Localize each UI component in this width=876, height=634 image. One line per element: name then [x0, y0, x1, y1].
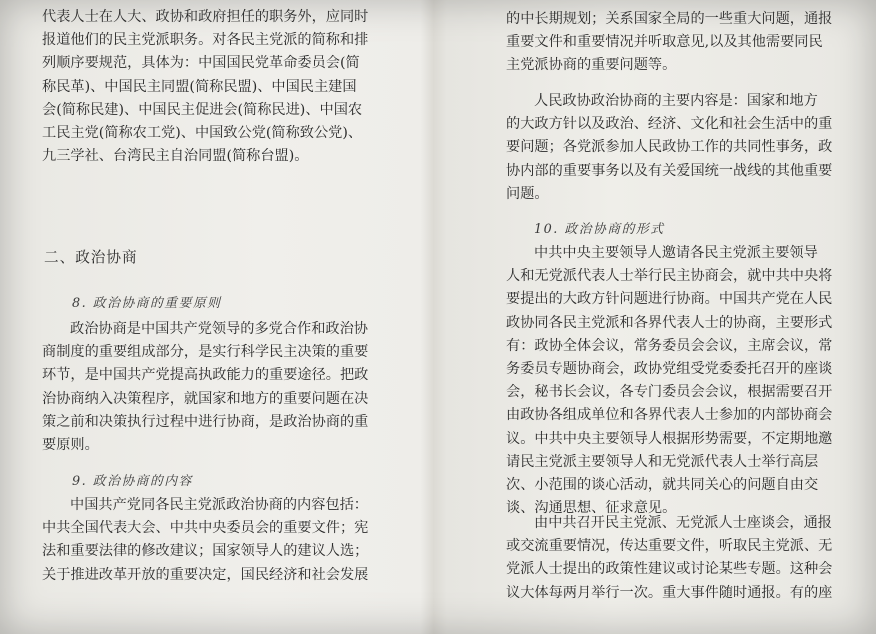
text-line: 会，秘书长会议，各专门委员会会议，根据需要召开 [506, 384, 833, 401]
text-line: 政治协商是中国共产党领导的多党合作和政治协 [70, 321, 368, 337]
text-line: 人民政协政治协商的主要内容是：国家和地方 [534, 93, 818, 109]
text-line: 由政协各组成单位和各界代表人士参加的内部协商会 [506, 407, 833, 424]
text-line: 协内部的重要事务以及有关爱国统一战线的其他重要 [506, 162, 833, 179]
subsection-9-body [42, 494, 368, 587]
text-line: 主党派协商的重要问题等。 [506, 57, 677, 74]
text-line: 或交流重要情况，传达重要文件，听取民主党派、无 [506, 538, 833, 555]
text-line: 工民主党(简称农工党)、中国致公党(简称致公党)、 [42, 125, 363, 142]
right-paragraph-2 [506, 90, 832, 206]
text-line: 的大政方针以及政治、经济、文化和社会生活中的重 [506, 116, 833, 133]
section-heading: 二、政治协商 [44, 249, 138, 266]
text-line: 议大体每两月举行一次。重大事件随时通报。有的座 [506, 584, 833, 601]
text-line: 报道他们的民主党派职务。对各民主党派的简称和排 [42, 32, 369, 49]
text-line: 中共中央主要领导人邀请各民主党派主要领导 [534, 245, 818, 261]
text-line: 要提出的大政方针问题进行协商。中国共产党在人民 [506, 291, 833, 308]
text-line: 的中长期规划；关系国家全局的一些重大问题，通报 [506, 11, 833, 27]
text-line: 由中共召开民主党派、无党派人士座谈会，通报 [534, 515, 832, 531]
text-line: 法和重要法律的修改建议；国家领导人的建议人选； [42, 543, 369, 560]
text-line: 治协商纳入决策程序，就国家和地方的重要问题在决 [42, 390, 369, 407]
text-line: 问题。 [506, 185, 549, 202]
text-line: 关于推进改革开放的重要决定，国民经济和社会发展 [42, 566, 369, 583]
text-line: 次、小范围的谈心活动，就共同关心的问题自由交 [506, 477, 819, 494]
text-line: 代表人士在人大、政协和政府担任的职务外，应同时 [42, 9, 369, 25]
right-top-paragraph [506, 8, 832, 78]
text-line: 称民革)、中国民主同盟(简称民盟)、中国民主建国 [42, 78, 357, 95]
text-line: 请民主党派主要领导人和无党派代表人士举行高层 [506, 453, 819, 470]
text-line: 谈、沟通思想、征求意见。 [506, 500, 677, 517]
text-line: 重要文件和重要情况并听取意见,以及其他需要同民 [506, 34, 823, 51]
text-line: 中共全国代表大会、中共中央委员会的重要文件；宪 [42, 520, 369, 537]
text-line: 议。中共中央主要领导人根据形势需要，不定期地邀 [506, 430, 833, 447]
text-line: 环节，是中国共产党提高执政能力的重要途径。把政 [42, 367, 369, 384]
text-line: 列顺序要规范，具体为：中国国民党革命委员会(简 [42, 55, 360, 72]
subsection-9-title: 9. 政治协商的内容 [72, 474, 193, 489]
text-line: 人和无党派代表人士举行民主协商会，就中共中央将 [506, 268, 833, 285]
right-page [440, 0, 876, 634]
subsection-8-title: 8. 政治协商的重要原则 [72, 296, 222, 311]
right-last-paragraph [506, 512, 832, 605]
subsection-10-title: 10. 政治协商的形式 [534, 222, 665, 237]
text-line: 要原则。 [42, 437, 99, 454]
text-line: 政协同各民主党派和各界代表人士的协商，主要形式 [506, 314, 833, 331]
text-line: 要问题；各党派参加人民政协工作的共同性事务，政 [506, 139, 833, 156]
subsection-10-body [506, 242, 832, 520]
text-line: 中国共产党同各民主党派政治协商的内容包括： [70, 497, 368, 513]
text-line: 策之前和决策执行过程中进行协商，是政治协商的重 [42, 413, 369, 430]
text-line: 务委员专题协商会，政协党组受党委委托召开的座谈 [506, 361, 833, 378]
left-top-paragraph [42, 6, 368, 168]
text-line: 会(简称民建)、中国民主促进会(简称民进)、中国农 [42, 101, 363, 118]
subsection-8-body [42, 318, 368, 457]
text-line: 商制度的重要组成部分，是实行科学民主决策的重要 [42, 344, 369, 361]
text-line: 有：政协全体会议，常务委员会会议，主席会议，常 [506, 337, 833, 354]
text-line: 九三学社、台湾民主自治同盟(简称台盟)。 [42, 148, 309, 165]
text-line: 党派人士提出的政策性建议或讨论某些专题。这种会 [506, 561, 833, 578]
